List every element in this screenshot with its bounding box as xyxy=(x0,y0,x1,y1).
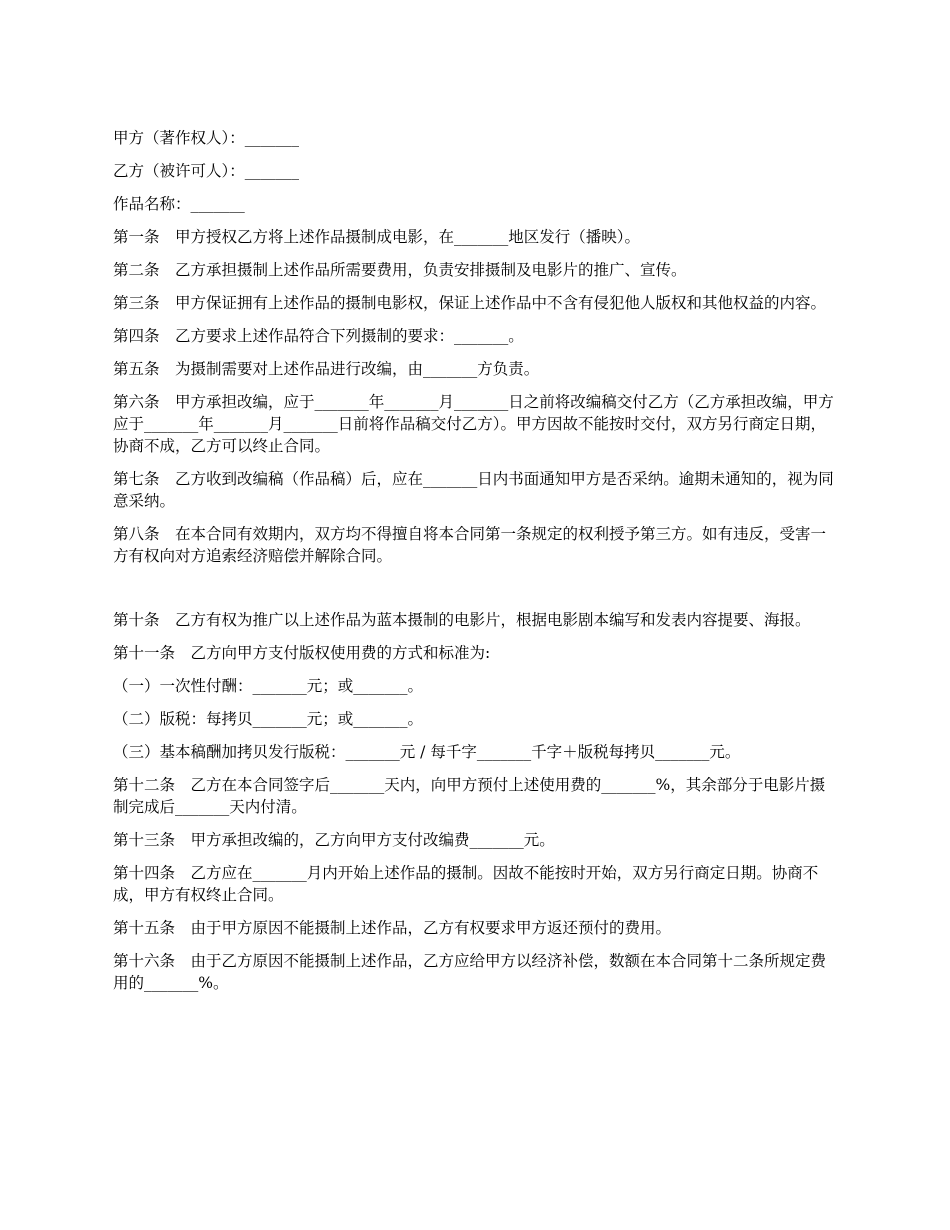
work-title-line: 作品名称：_______ xyxy=(113,195,245,213)
article-2: 第二条 乙方承担摄制上述作品所需要费用，负责安排摄制及电影片的推广、宣传。 xyxy=(113,261,687,279)
article-8: 第八条 在本合同有效期内，双方均不得擅自将本合同第一条规定的权利授予第三方。如有违反，受害一方有权向对方追索经济赔偿并解除合同。 xyxy=(113,525,827,565)
party-b-line: 乙方（被许可人）：_______ xyxy=(113,162,300,180)
contract-document xyxy=(113,127,840,1005)
article-11-item-1: （一）一次性付酬：_______元；或_______。 xyxy=(113,677,424,695)
article-7: 第七条 乙方收到改编稿（作品稿）后，应在_______日内书面通知甲方是否采纳。逾期未通知的，视为同意采纳。 xyxy=(113,470,834,510)
article-1: 第一条 甲方授权乙方将上述作品摄制成电影，在_______地区发行（播映）。 xyxy=(113,228,641,246)
section-gap xyxy=(113,578,840,609)
party-a-line: 甲方（著作权人）：_______ xyxy=(113,129,300,147)
article-11-item-3: （三）基本稿酬加拷贝发行版税：_______元 / 每千字_______千字＋版税每拷贝_______元。 xyxy=(113,743,741,761)
article-14: 第十四条 乙方应在_______月内开始上述作品的摄制。因故不能按时开始，双方另行商定日期。协商不成，甲方有权终止合同。 xyxy=(113,864,819,904)
article-11-item-2: （二）版税：每拷贝_______元；或_______。 xyxy=(113,710,424,728)
article-5: 第五条 为摄制需要对上述作品进行改编，由_______方负责。 xyxy=(113,360,540,378)
article-3: 第三条 甲方保证拥有上述作品的摄制电影权，保证上述作品中不含有侵犯他人版权和其他权益的内容。 xyxy=(113,294,827,312)
article-11: 第十一条 乙方向甲方支付版权使用费的方式和标准为: xyxy=(113,644,491,662)
article-13: 第十三条 甲方承担改编的，乙方向甲方支付改编费_______元。 xyxy=(113,831,555,849)
article-4: 第四条 乙方要求上述作品符合下列摄制的要求：_______。 xyxy=(113,327,524,345)
article-6: 第六条 甲方承担改编，应于_______年_______月_______日之前将改编稿交付乙方（乙方承担改编，甲方应于_______年_______月_______日前将作品稿交付乙方）。甲方因故不能按时交付，双方另行商定日期，协商不成，乙方可以终止合同。 xyxy=(113,393,834,455)
article-10: 第十条 乙方有权为推广以上述作品为蓝本摄制的电影片，根据电影剧本编写和发表内容提要、海报。 xyxy=(113,611,811,629)
article-15: 第十五条 由于甲方原因不能摄制上述作品，乙方有权要求甲方返还预付的费用。 xyxy=(113,919,672,937)
article-12: 第十二条 乙方在本合同签字后_______天内，向甲方预付上述使用费的_______%，其余部分于电影片摄制完成后_______天内付清。 xyxy=(113,776,826,816)
article-16: 第十六条 由于乙方原因不能摄制上述作品，乙方应给甲方以经济补偿，数额在本合同第十二条所规定费用的_______%。 xyxy=(113,952,827,992)
